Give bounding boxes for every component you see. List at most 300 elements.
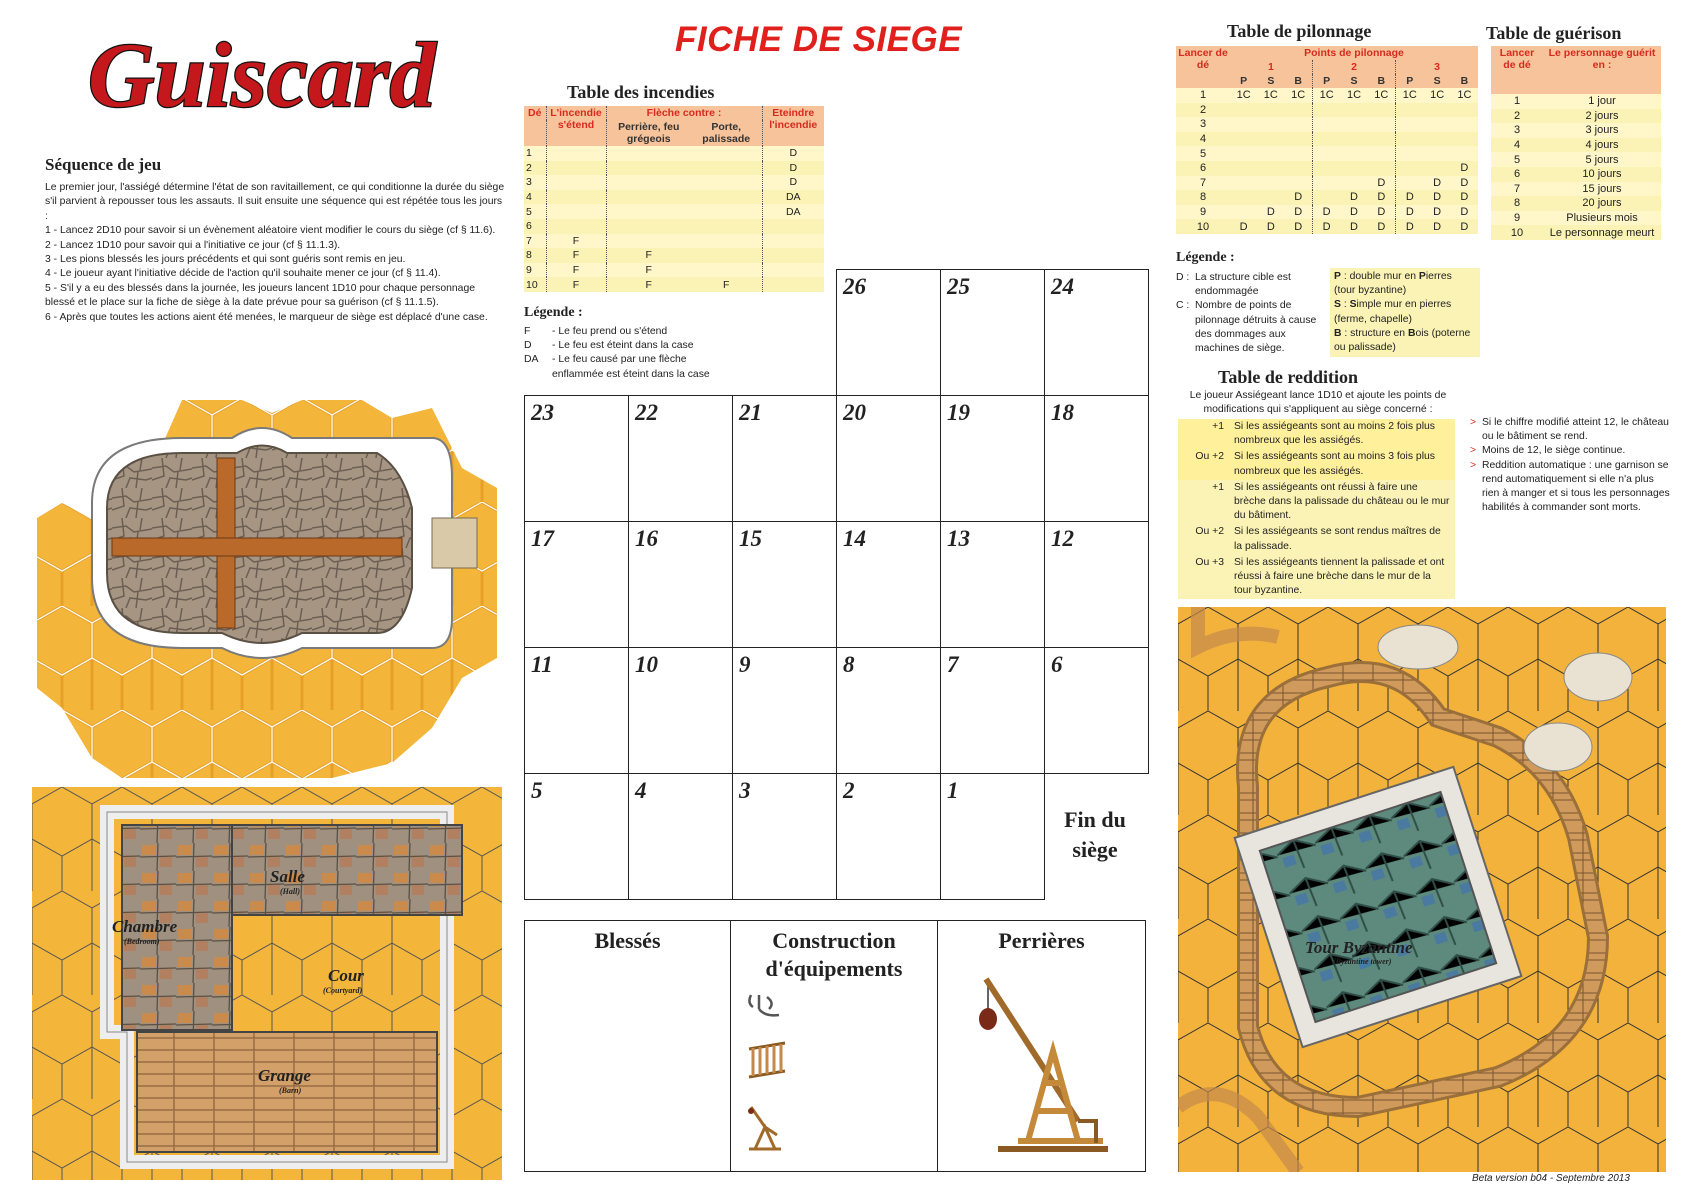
siege-day-number: 12 [1051, 526, 1074, 551]
pil-col-p: P [1396, 74, 1424, 88]
siege-day-number: 24 [1051, 274, 1074, 299]
page-title: FICHE DE SIEGE [675, 20, 963, 59]
pilonnage-cell [1396, 117, 1424, 132]
siege-day-number: 15 [739, 526, 762, 551]
siege-day-cell[interactable] [1044, 269, 1149, 396]
incendies-cell [606, 146, 691, 161]
pilonnage-cell: D [1368, 205, 1396, 220]
pilonnage-cell [1451, 132, 1478, 147]
siege-day-cell[interactable] [732, 521, 837, 648]
legend-key: DA [524, 354, 539, 366]
siege-day-number: 6 [1051, 652, 1063, 677]
pilonnage-row [1176, 132, 1478, 147]
pilonnage-cell: 1C [1424, 88, 1451, 103]
tower-map [1178, 607, 1666, 1172]
incendies-cell: D [762, 161, 824, 176]
incendies-cell [762, 234, 824, 249]
siege-day-number: 16 [635, 526, 658, 551]
pilonnage-cell [1424, 161, 1451, 176]
siege-day-cell[interactable] [628, 647, 733, 774]
pilonnage-cell: D [1451, 161, 1478, 176]
incendies-cell [606, 161, 691, 176]
pilonnage-cell [1257, 146, 1284, 161]
legend-key: F [524, 326, 531, 337]
incendies-cell [606, 234, 691, 249]
pilonnage-cell [1424, 132, 1451, 147]
siege-day-cell[interactable] [940, 395, 1045, 522]
map-label-salle-en: (Hall) [280, 887, 300, 896]
pilonnage-cell: D [1424, 219, 1451, 234]
incendies-cell: 1 [524, 146, 546, 161]
incendies-cell [546, 204, 606, 219]
guerison-cell: 15 jours [1543, 182, 1661, 197]
pilonnage-cell [1340, 146, 1367, 161]
pil-col-s: S [1424, 74, 1451, 88]
siege-day-cell[interactable] [732, 773, 837, 900]
siege-day-cell[interactable] [836, 773, 941, 900]
pilonnage-cell [1257, 176, 1284, 191]
pil-col-b: B [1284, 74, 1312, 88]
pilonnage-cell [1368, 103, 1396, 118]
pilonnage-row [1176, 117, 1478, 132]
sequence-title: Séquence de jeu [45, 155, 162, 174]
col-fleche: Flèche contre : [606, 106, 762, 120]
legend-row [524, 353, 734, 381]
guerison-rows [1491, 94, 1661, 240]
pil-col-p: P [1230, 74, 1257, 88]
reddition-note [1470, 459, 1670, 516]
gue-col-result: Le personnage guérit en : [1543, 46, 1661, 94]
guerison-cell: 9 [1491, 211, 1543, 226]
incendies-cell [606, 219, 691, 234]
siege-day-cell[interactable] [836, 521, 941, 648]
pilonnage-cell: 10 [1176, 219, 1230, 234]
siege-day-number: 4 [635, 778, 647, 803]
guerison-cell: 10 [1491, 225, 1543, 240]
svg-text:Guiscard: Guiscard [88, 24, 436, 126]
col-perriere: Perrière, feu grégeois [606, 120, 691, 146]
incendies-cell: F [606, 263, 691, 278]
pilonnage-cell: D [1257, 205, 1284, 220]
guerison-row [1491, 211, 1661, 226]
incendies-cell: F [546, 263, 606, 278]
pilonnage-cell [1368, 132, 1396, 147]
incendies-cell [546, 190, 606, 205]
pilonnage-cell: 1C [1396, 88, 1424, 103]
pilonnage-row [1176, 176, 1478, 191]
siege-day-cell[interactable] [1044, 521, 1149, 648]
reddition-condition: Si les assiégeants ont réussi à faire une brèche dans la palissade du château ou le mur du bâtiment. [1234, 481, 1450, 522]
guerison-cell: 8 [1491, 196, 1543, 211]
pilonnage-cell [1451, 146, 1478, 161]
guerison-cell: 4 jours [1543, 138, 1661, 153]
pilonnage-cell [1312, 190, 1340, 205]
siege-day-number: 25 [947, 274, 970, 299]
pilonnage-cell [1368, 161, 1396, 176]
chapel-map [32, 398, 502, 780]
pilonnage-cell [1230, 205, 1257, 220]
pilonnage-rows [1176, 88, 1478, 234]
pilonnage-cell [1230, 132, 1257, 147]
guerison-cell: 7 [1491, 182, 1543, 197]
guerison-row [1491, 196, 1661, 211]
pilonnage-cell: 1C [1312, 88, 1340, 103]
siege-day-cell[interactable] [628, 521, 733, 648]
map-label-grange: Grange [258, 1066, 311, 1085]
grapple-icon [745, 991, 783, 1026]
pilonnage-legend-left [1176, 271, 1326, 356]
siege-day-number: 13 [947, 526, 970, 551]
siege-day-cell[interactable] [628, 773, 733, 900]
pilonnage-cell: D [1451, 219, 1478, 234]
legend-key: C : [1176, 300, 1190, 312]
pilonnage-cell [1340, 176, 1367, 191]
sequence-step-1: 1 - Lancez 2D10 pour savoir si un évènement aléatoire vient modifier le cours du siège (cf § 11.6). [45, 225, 496, 237]
small-trebuchet-icon [745, 1103, 785, 1158]
pilonnage-cell: 2 [1176, 103, 1230, 118]
pilonnage-row [1176, 190, 1478, 205]
pilonnage-cell: D [1340, 219, 1367, 234]
incendies-cell: F [546, 248, 606, 263]
legend-text: - Le feu prend ou s'étend [552, 326, 668, 337]
reddition-row [1178, 419, 1455, 449]
incendies-row [524, 161, 824, 176]
pilonnage-row [1176, 88, 1478, 103]
siege-day-cell[interactable] [836, 647, 941, 774]
sequence-body [45, 181, 505, 325]
pil-group-1: 1 [1230, 60, 1312, 74]
incendies-cell: 3 [524, 175, 546, 190]
map-label-cour: Cour [328, 966, 364, 985]
incendies-cell: 10 [524, 277, 546, 292]
pilonnage-cell [1312, 176, 1340, 191]
siege-day-number: 22 [635, 400, 658, 425]
incendies-cell [691, 248, 762, 263]
reddition-modifier: Ou +2 [1195, 526, 1224, 538]
perrieres-box[interactable] [937, 920, 1146, 1172]
reddition-row [1178, 555, 1455, 600]
reddition-note [1470, 416, 1670, 444]
pil-col-lancer: Lancer de dé [1176, 46, 1230, 88]
incendies-cell [691, 146, 762, 161]
pilonnage-cell: D [1340, 205, 1367, 220]
reddition-modifier: +1 [1212, 481, 1224, 493]
pilonnage-cell: D [1230, 219, 1257, 234]
incendies-row [524, 263, 824, 278]
gue-col-lancer: Lancer de dé [1491, 46, 1543, 94]
guerison-cell: 10 jours [1543, 167, 1661, 182]
incendies-cell [546, 161, 606, 176]
pilonnage-cell [1257, 117, 1284, 132]
guerison-row [1491, 225, 1661, 240]
incendies-row [524, 219, 824, 234]
guerison-cell: 2 jours [1543, 109, 1661, 124]
incendies-cell [762, 277, 824, 292]
pilonnage-cell: 9 [1176, 205, 1230, 220]
pilonnage-cell: D [1396, 219, 1424, 234]
guiscard-logo [88, 18, 458, 128]
map-label-tour: Tour Byzantine [1305, 938, 1413, 957]
pil-group-3: 3 [1396, 60, 1478, 74]
siege-day-cell[interactable] [940, 647, 1045, 774]
pilonnage-cell [1230, 190, 1257, 205]
legend-text: Nombre de points de pilonnage détruits à cause des dommages aux machines de siège. [1195, 300, 1317, 355]
pilonnage-cell: 1C [1230, 88, 1257, 103]
reddition-row [1178, 480, 1455, 525]
siege-day-cell[interactable] [940, 521, 1045, 648]
siege-day-number: 2 [843, 778, 855, 803]
pil-col-b: B [1451, 74, 1478, 88]
pilonnage-row [1176, 205, 1478, 220]
siege-day-number: 18 [1051, 400, 1074, 425]
guerison-cell: 1 jour [1543, 94, 1661, 109]
pilonnage-cell [1451, 103, 1478, 118]
siege-day-cell[interactable] [836, 395, 941, 522]
pilonnage-cell [1451, 117, 1478, 132]
map-label-chambre-en: (Bedroom) [124, 937, 160, 946]
map-label-grange-en: (Barn) [279, 1086, 302, 1095]
siege-day-cell[interactable] [732, 395, 837, 522]
incendies-cell: 5 [524, 204, 546, 219]
pilonnage-cell: 6 [1176, 161, 1230, 176]
pilonnage-cell [1340, 132, 1367, 147]
map-label-salle: Salle [270, 867, 305, 886]
pilonnage-cell: D [1451, 205, 1478, 220]
pilonnage-cell: D [1424, 190, 1451, 205]
pilonnage-cell: D [1424, 205, 1451, 220]
incendies-row [524, 190, 824, 205]
pilonnage-cell: 4 [1176, 132, 1230, 147]
siege-day-number: 26 [843, 274, 866, 299]
legend-row-b: B : structure en Bois (poterne ou palissade) [1334, 327, 1471, 354]
siege-day-cell[interactable] [732, 647, 837, 774]
siege-day-cell[interactable] [524, 521, 629, 648]
pilonnage-cell: 1 [1176, 88, 1230, 103]
incendies-cell [691, 263, 762, 278]
guerison-cell: 3 [1491, 123, 1543, 138]
pilonnage-cell [1340, 161, 1367, 176]
reddition-notes [1470, 416, 1670, 515]
col-etend: L'incendie s'étend [546, 106, 606, 146]
pilonnage-cell: 1C [1368, 88, 1396, 103]
pil-group-2: 2 [1312, 60, 1395, 74]
pilonnage-cell: D [1396, 205, 1424, 220]
end-of-siege-label: Fin du siège [1064, 807, 1126, 862]
pilonnage-cell [1230, 103, 1257, 118]
incendies-cell: 8 [524, 248, 546, 263]
sequence-step-4: 4 - Le joueur ayant l'initiative décide de l'action qu'il souhaite mener ce jour (cf § 11.4). [45, 268, 441, 280]
guerison-cell: 3 jours [1543, 123, 1661, 138]
guerison-row [1491, 182, 1661, 197]
siege-day-cell[interactable] [524, 773, 629, 900]
reddition-condition: Si les assiégeants tiennent la palissade et ont réussi à faire une brèche dans le mur de la tour byzantine. [1234, 556, 1445, 597]
pilonnage-cell [1424, 117, 1451, 132]
incendies-cell: 4 [524, 190, 546, 205]
pilonnage-cell [1312, 132, 1340, 147]
legend-row [1176, 271, 1326, 299]
siege-day-number: 20 [843, 400, 866, 425]
pilonnage-cell [1257, 132, 1284, 147]
pil-col-p: P [1312, 74, 1340, 88]
pilonnage-cell [1284, 161, 1312, 176]
pilonnage-cell [1368, 117, 1396, 132]
incendies-cell: DA [762, 204, 824, 219]
farm-map [32, 787, 502, 1180]
blesses-box[interactable] [524, 920, 731, 1172]
pil-col-s: S [1257, 74, 1284, 88]
perrieres-title: Perrières [998, 928, 1085, 953]
pilonnage-cell [1312, 117, 1340, 132]
reddition-row [1178, 524, 1455, 554]
guerison-row [1491, 152, 1661, 167]
siege-day-number: 3 [739, 778, 751, 803]
reddition-row [1178, 449, 1455, 479]
pilonnage-cell: D [1257, 219, 1284, 234]
incendies-cell: F [691, 277, 762, 292]
guerison-row [1491, 94, 1661, 109]
incendies-cell [606, 190, 691, 205]
incendies-cell: DA [762, 190, 824, 205]
incendies-cell [546, 175, 606, 190]
legend-row [1176, 299, 1326, 356]
reddition-title: Table de reddition [1218, 367, 1359, 387]
pilonnage-cell: D [1424, 176, 1451, 191]
pilonnage-cell [1284, 117, 1312, 132]
siege-day-cell[interactable] [1044, 647, 1149, 774]
incendies-cell [606, 204, 691, 219]
legend-key: D : [1176, 272, 1190, 283]
pilonnage-row [1176, 161, 1478, 176]
pilonnage-legend-right [1330, 268, 1480, 357]
pilonnage-cell: D [1312, 205, 1340, 220]
guerison-title: Table de guérison [1486, 23, 1622, 43]
incendies-title: Table des incendies [567, 82, 715, 102]
version-footer: Beta version b04 - Septembre 2013 [1472, 1173, 1630, 1184]
incendies-cell [546, 146, 606, 161]
pilonnage-cell [1257, 190, 1284, 205]
incendies-cell: 2 [524, 161, 546, 176]
pilonnage-row [1176, 103, 1478, 118]
incendies-cell [691, 190, 762, 205]
pilonnage-cell [1424, 146, 1451, 161]
pilonnage-cell [1230, 117, 1257, 132]
siege-day-cell[interactable] [524, 647, 629, 774]
siege-day-number: 14 [843, 526, 866, 551]
pilonnage-cell: 5 [1176, 146, 1230, 161]
col-de: Dé [524, 106, 546, 146]
pilonnage-cell [1284, 132, 1312, 147]
incendies-row [524, 146, 824, 161]
siege-day-cell[interactable] [628, 395, 733, 522]
pilonnage-cell [1312, 103, 1340, 118]
reddition-note-text: Reddition automatique : une garnison se rend automatiquement si elle n'a plus rien à manger et si tous les personnages habilités à commander sont morts. [1482, 459, 1670, 514]
pilonnage-cell: 1C [1451, 88, 1478, 103]
pilonnage-cell: D [1396, 190, 1424, 205]
pilonnage-title: Table de pilonnage [1227, 21, 1372, 41]
legend-row [524, 325, 734, 339]
legend-row [524, 339, 734, 353]
pilonnage-cell: D [1284, 205, 1312, 220]
map-label-chambre: Chambre [112, 917, 178, 936]
guerison-cell: Plusieurs mois [1543, 211, 1661, 226]
pilonnage-legend-title: Légende : [1176, 250, 1235, 265]
legend-text: - Le feu est éteint dans la case [552, 340, 694, 352]
pilonnage-cell: 1C [1340, 88, 1367, 103]
guerison-table [1491, 46, 1661, 240]
guerison-cell: 6 [1491, 167, 1543, 182]
siege-day-cell[interactable] [836, 269, 941, 396]
incendies-cell: F [606, 248, 691, 263]
reddition-modifier: Ou +2 [1195, 451, 1224, 463]
pilonnage-cell: 1C [1284, 88, 1312, 103]
pilonnage-cell [1424, 103, 1451, 118]
pilonnage-cell [1396, 161, 1424, 176]
arrow-icon: > [1470, 417, 1477, 428]
incendies-cell [691, 161, 762, 176]
pilonnage-cell: 3 [1176, 117, 1230, 132]
pilonnage-cell [1284, 103, 1312, 118]
construction-box[interactable] [730, 920, 938, 1172]
sequence-step-2: 2 - Lancez 1D10 pour savoir qui a l'initiative ce jour (cf § 11.1.3). [45, 239, 341, 251]
siege-day-cell[interactable] [1044, 395, 1149, 522]
incendies-cell: 9 [524, 263, 546, 278]
incendies-cell: 7 [524, 234, 546, 249]
legend-row-p: P : double mur en Pierres (tour byzantine) [1334, 271, 1452, 297]
pilonnage-cell: 1C [1257, 88, 1284, 103]
sequence-step-5: 5 - S'il y a eu des blessés dans la journée, les joueurs lancent 1D10 pour chaque personnage blessé et le place sur la fiche de siège à la date prévue pour sa guérison (cf § 11.1.5). [45, 282, 476, 309]
pilonnage-cell: D [1368, 219, 1396, 234]
pilonnage-cell: D [1284, 219, 1312, 234]
pilonnage-cell [1396, 132, 1424, 147]
reddition-modifier: Ou +3 [1195, 556, 1224, 568]
blesses-title: Blessés [594, 928, 661, 953]
siege-day-cell[interactable] [524, 395, 629, 522]
legend-key: D [524, 340, 532, 352]
incendies-cell [762, 263, 824, 278]
guerison-cell: 4 [1491, 138, 1543, 153]
siege-day-number: 10 [635, 652, 658, 677]
sequence-step-3: 3 - Les pions blessés les jours précédents et qui sont guéris sont remis en jeu. [45, 254, 406, 266]
incendies-cell [762, 248, 824, 263]
pilonnage-cell [1257, 161, 1284, 176]
reddition-note-text: Si le chiffre modifié atteint 12, le château ou le bâtiment se rend. [1482, 417, 1669, 443]
siege-day-number: 19 [947, 400, 970, 425]
guerison-row [1491, 109, 1661, 124]
incendies-row [524, 204, 824, 219]
guerison-cell: 1 [1491, 94, 1543, 109]
siege-day-number: 23 [531, 400, 554, 425]
siege-day-cell[interactable] [940, 269, 1045, 396]
siege-day-number: 9 [739, 652, 751, 677]
pilonnage-cell [1340, 117, 1367, 132]
siege-day-number: 1 [947, 778, 959, 803]
siege-day-number: 21 [739, 400, 762, 425]
pilonnage-cell: D [1284, 190, 1312, 205]
pilonnage-cell: D [1368, 176, 1396, 191]
incendies-legend-title: Légende : [524, 305, 583, 320]
siege-day-cell[interactable] [940, 773, 1045, 900]
guerison-cell: 5 jours [1543, 152, 1661, 167]
pilonnage-table [1176, 46, 1478, 234]
reddition-note-text: Moins de 12, le siège continue. [1482, 445, 1626, 457]
pilonnage-cell: D [1451, 176, 1478, 191]
pilonnage-cell [1284, 176, 1312, 191]
pilonnage-cell: D [1312, 219, 1340, 234]
reddition-intro: Le joueur Assiégeant lance 1D10 et ajoute les points de modifications qui s'appliquent au siège concerné : [1189, 390, 1447, 416]
incendies-cell: F [606, 277, 691, 292]
incendies-table [524, 106, 824, 292]
reddition-modifier: +1 [1212, 421, 1224, 432]
